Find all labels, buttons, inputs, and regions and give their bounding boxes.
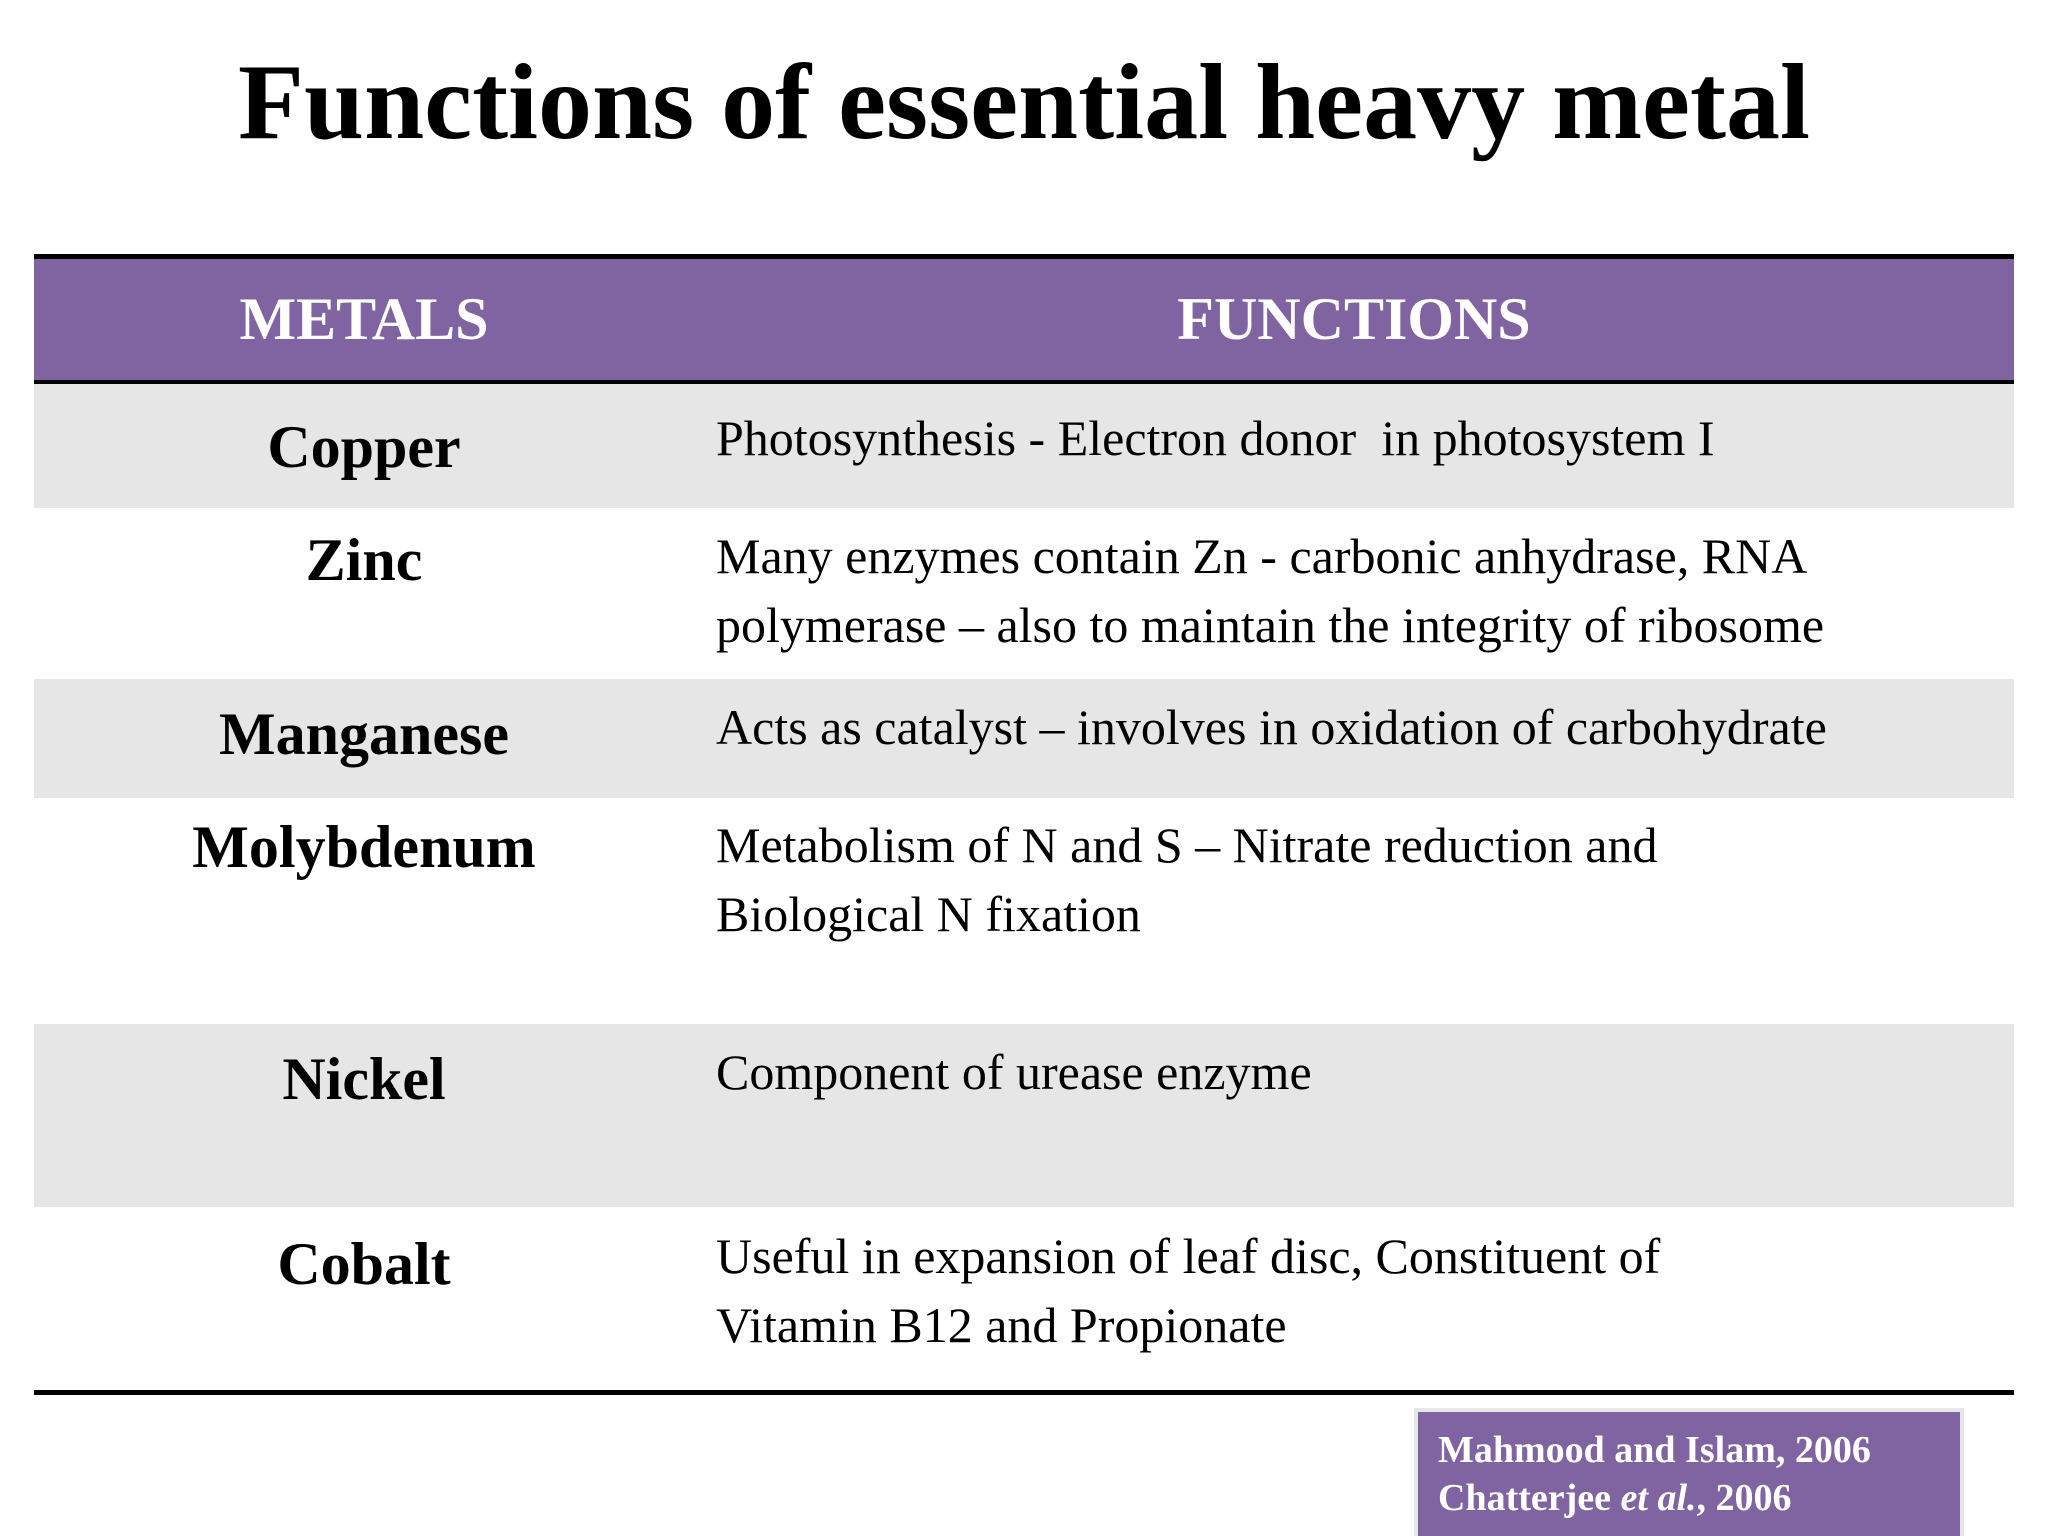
function-line: Vitamin B12 and Propionate — [716, 1297, 1287, 1353]
metal-function — [716, 404, 2014, 473]
function-line: polymerase – also to maintain the integrity of ribosome — [716, 597, 1825, 653]
header-metals: METALS — [239, 286, 489, 352]
metal-name: Molybdenum — [192, 814, 536, 880]
metal-name: Copper — [267, 414, 461, 480]
function-line: Metabolism of N and S – Nitrate reduction and — [716, 817, 1658, 873]
function-line: Component of urease enzyme — [716, 1044, 1312, 1100]
metal-name: Cobalt — [277, 1231, 451, 1297]
metal-function — [716, 1222, 2014, 1360]
table-row-zinc — [34, 508, 2014, 679]
metal-name: Zinc — [305, 527, 423, 593]
slide-title: Functions of essential heavy metal — [238, 43, 1810, 162]
metal-name: Manganese — [219, 701, 509, 767]
table-row-nickel — [34, 1024, 2014, 1207]
table-row-manganese — [34, 679, 2014, 798]
citation-line-2 — [1438, 1474, 1960, 1522]
citation-et-al: et al. — [1620, 1477, 1697, 1519]
header-functions: FUNCTIONS — [1177, 286, 1531, 352]
table-header-row — [34, 259, 2014, 380]
table-row-cobalt — [34, 1207, 2014, 1390]
citation-author: Chatterjee — [1438, 1477, 1621, 1519]
metals-functions-table — [34, 254, 2014, 1395]
metal-function — [716, 1038, 2014, 1107]
metal-function — [716, 522, 2014, 660]
metal-function — [716, 693, 2014, 762]
function-line: Acts as catalyst – involves in oxidation of carbohydrate — [716, 699, 1827, 755]
function-line: Photosynthesis - Electron donor in photosystem I — [716, 410, 1715, 466]
metal-function — [716, 811, 2014, 949]
citation-year: , 2006 — [1696, 1477, 1792, 1519]
table-row-copper — [34, 384, 2014, 508]
function-line: Biological N fixation — [716, 886, 1141, 942]
table-bottom-rule — [34, 1390, 2014, 1395]
citation-line-1: Mahmood and Islam, 2006 — [1438, 1429, 1871, 1471]
function-line: Many enzymes contain Zn - carbonic anhydrase, RNA — [716, 528, 1808, 584]
citation-box — [1418, 1412, 1960, 1536]
function-line: Useful in expansion of leaf disc, Constituent of — [716, 1228, 1661, 1284]
table-row-molybdenum — [34, 798, 2014, 1024]
metal-name: Nickel — [282, 1046, 446, 1112]
